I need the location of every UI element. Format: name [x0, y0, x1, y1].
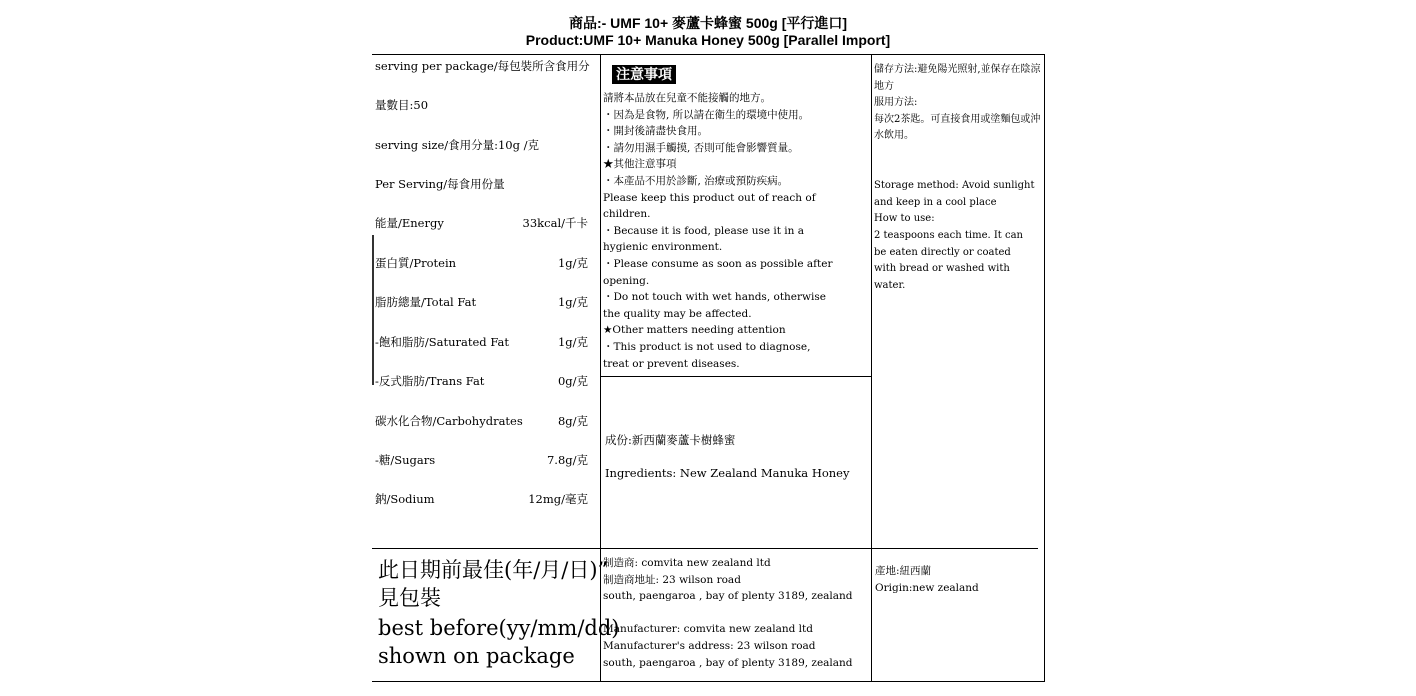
nutrient-value: 33kcal/千卡: [522, 216, 588, 230]
storage-line: 2 teaspoons each time. It can: [874, 229, 1023, 241]
notice-line: ・Because it is food, please use it in a: [603, 224, 805, 237]
storage-spacer: [874, 145, 1042, 162]
nutrient-value: 1g/克: [557, 295, 588, 309]
ingredients-english: Ingredients: New Zealand Manuka Honey: [605, 466, 850, 480]
manufacturer-line: south, paengaroa , bay of plenty 3189, zealand: [603, 590, 853, 603]
notice-line: ★Other matters needing attention: [603, 324, 786, 337]
manufacturer-panel: [603, 555, 869, 671]
notice-line: ・This product is not used to diagnose,: [603, 340, 811, 353]
nutrition-row-energy: [375, 215, 588, 231]
origin-chinese: 產地:紐西蘭: [875, 565, 932, 577]
quantity: 量數目:50: [375, 98, 429, 112]
notice-line: children.: [603, 208, 651, 221]
nutrient-value: 12mg/毫克: [528, 492, 588, 506]
manufacturer-spacer: [603, 605, 869, 622]
storage-line: and keep in a cool place: [874, 196, 997, 208]
notice-line: 請將本品放在兒童不能接觸的地方。: [603, 92, 771, 104]
per-serving: Per Serving/每食用份量: [375, 177, 505, 191]
notice-line: ・本產品不用於診斷, 治療或預防疾病。: [603, 174, 789, 187]
notice-line: ・Do not touch with wet hands, otherwise: [603, 291, 826, 304]
nutrient-value: 1g/克: [557, 335, 588, 349]
column-divider-right: [871, 54, 872, 682]
storage-line: 每次2茶匙。可直接食用或塗麵包或沖: [874, 113, 1041, 125]
notice-line: ・Please consume as soon as possible after: [603, 257, 833, 270]
nutrient-label: 能量/Energy: [375, 216, 444, 230]
nutrient-value: 7.8g/克: [546, 453, 588, 467]
product-title-chinese: 商品:- UMF 10+ 麥蘆卡蜂蜜 500g [平行進口]: [568, 15, 848, 31]
best-before-line: 見包裝: [378, 586, 441, 610]
best-before-line: shown on package: [378, 644, 575, 668]
nutrition-row-sugars: [375, 452, 588, 468]
nutrition-row-total-fat: [375, 294, 588, 310]
storage-line: water.: [874, 279, 906, 291]
storage-line: 地方: [874, 80, 894, 92]
table-top-border: [372, 54, 1045, 55]
nutrition-row-protein: [375, 255, 588, 271]
nutrient-value: 8g/克: [557, 414, 588, 428]
manufacturer-line: 制造商: comvita new zealand ltd: [603, 557, 771, 569]
notice-heading: 注意事項: [612, 65, 676, 84]
storage-panel: [874, 62, 1042, 294]
nutrition-row-saturated-fat: [375, 334, 588, 350]
storage-line: How to use:: [874, 213, 935, 225]
storage-line: Storage method: Avoid sunlight: [874, 180, 1035, 192]
serving-size: serving size/食用分量:10g /克: [375, 138, 540, 152]
origin-english: Origin:new zealand: [875, 582, 979, 594]
storage-line: be eaten directly or coated: [874, 246, 1011, 258]
nutrient-label: 蛋白質/Protein: [375, 256, 457, 270]
manufacturer-line: 制造商地址: 23 wilson road: [603, 573, 741, 586]
nutrient-label: -反式脂肪/Trans Fat: [375, 374, 485, 388]
best-before-line: 此日期前最佳(年/月/日)”: [378, 558, 609, 582]
nutrient-value: 1g/克: [557, 256, 588, 270]
notice-line: ★其他注意事項: [603, 158, 677, 171]
notice-line: ・請勿用濕手觸摸, 否則可能會影響質量。: [603, 141, 799, 154]
middle-border: [372, 548, 1038, 549]
storage-line: 儲存方法:避免陽光照射,並保存在陰涼: [874, 64, 1041, 75]
nutrient-label: 碳水化合物/Carbohydrates: [375, 414, 523, 428]
notice-line: the quality may be affected.: [603, 307, 752, 320]
storage-line: 水飲用。: [874, 130, 914, 142]
nutrient-label: 鈉/Sodium: [375, 492, 435, 506]
product-title-english: Product:UMF 10+ Manuka Honey 500g [Parallel Import]: [525, 32, 891, 48]
best-before-line: best before(yy/mm/dd): [378, 616, 620, 640]
column-divider-left: [600, 54, 601, 682]
nutrition-row-carbohydrates: [375, 413, 588, 429]
nutrient-label: -飽和脂肪/Saturated Fat: [375, 335, 509, 349]
notice-line: opening.: [603, 274, 650, 287]
nutrient-label: -糖/Sugars: [375, 453, 436, 467]
notice-line: ・開封後請盡快食用。: [603, 125, 708, 138]
manufacturer-line: Manufacturer: comvita new zealand ltd: [603, 623, 813, 636]
serving-per-package: serving per package/每包裝所含食用分: [375, 59, 590, 73]
nutrient-value: 0g/克: [557, 374, 588, 388]
table-bottom-border: [372, 681, 1045, 682]
storage-line: with bread or washed with: [874, 263, 1010, 275]
storage-spacer: [874, 162, 1042, 179]
notice-line: ・因為是食物, 所以請在衛生的環境中使用。: [603, 108, 810, 121]
nutrition-row-sodium: [375, 491, 588, 507]
nutrient-label: 脂肪總量/Total Fat: [375, 295, 477, 309]
table-right-border: [1044, 54, 1045, 682]
notice-bottom-border: [600, 376, 872, 377]
ingredients-chinese: 成份:新西蘭麥蘆卡樹蜂蜜: [605, 433, 736, 447]
notice-text: [603, 90, 869, 372]
notice-line: Please keep this product out of reach of: [603, 191, 816, 204]
notice-line: treat or prevent diseases.: [603, 357, 740, 370]
nutrition-indent-bar: [372, 235, 374, 385]
manufacturer-line: Manufacturer's address: 23 wilson road: [603, 639, 816, 652]
storage-line: 服用方法:: [874, 97, 918, 109]
nutrition-row-trans-fat: [375, 373, 588, 389]
notice-line: hygienic environment.: [603, 241, 723, 254]
manufacturer-line: south, paengaroa , bay of plenty 3189, zealand: [603, 656, 853, 669]
